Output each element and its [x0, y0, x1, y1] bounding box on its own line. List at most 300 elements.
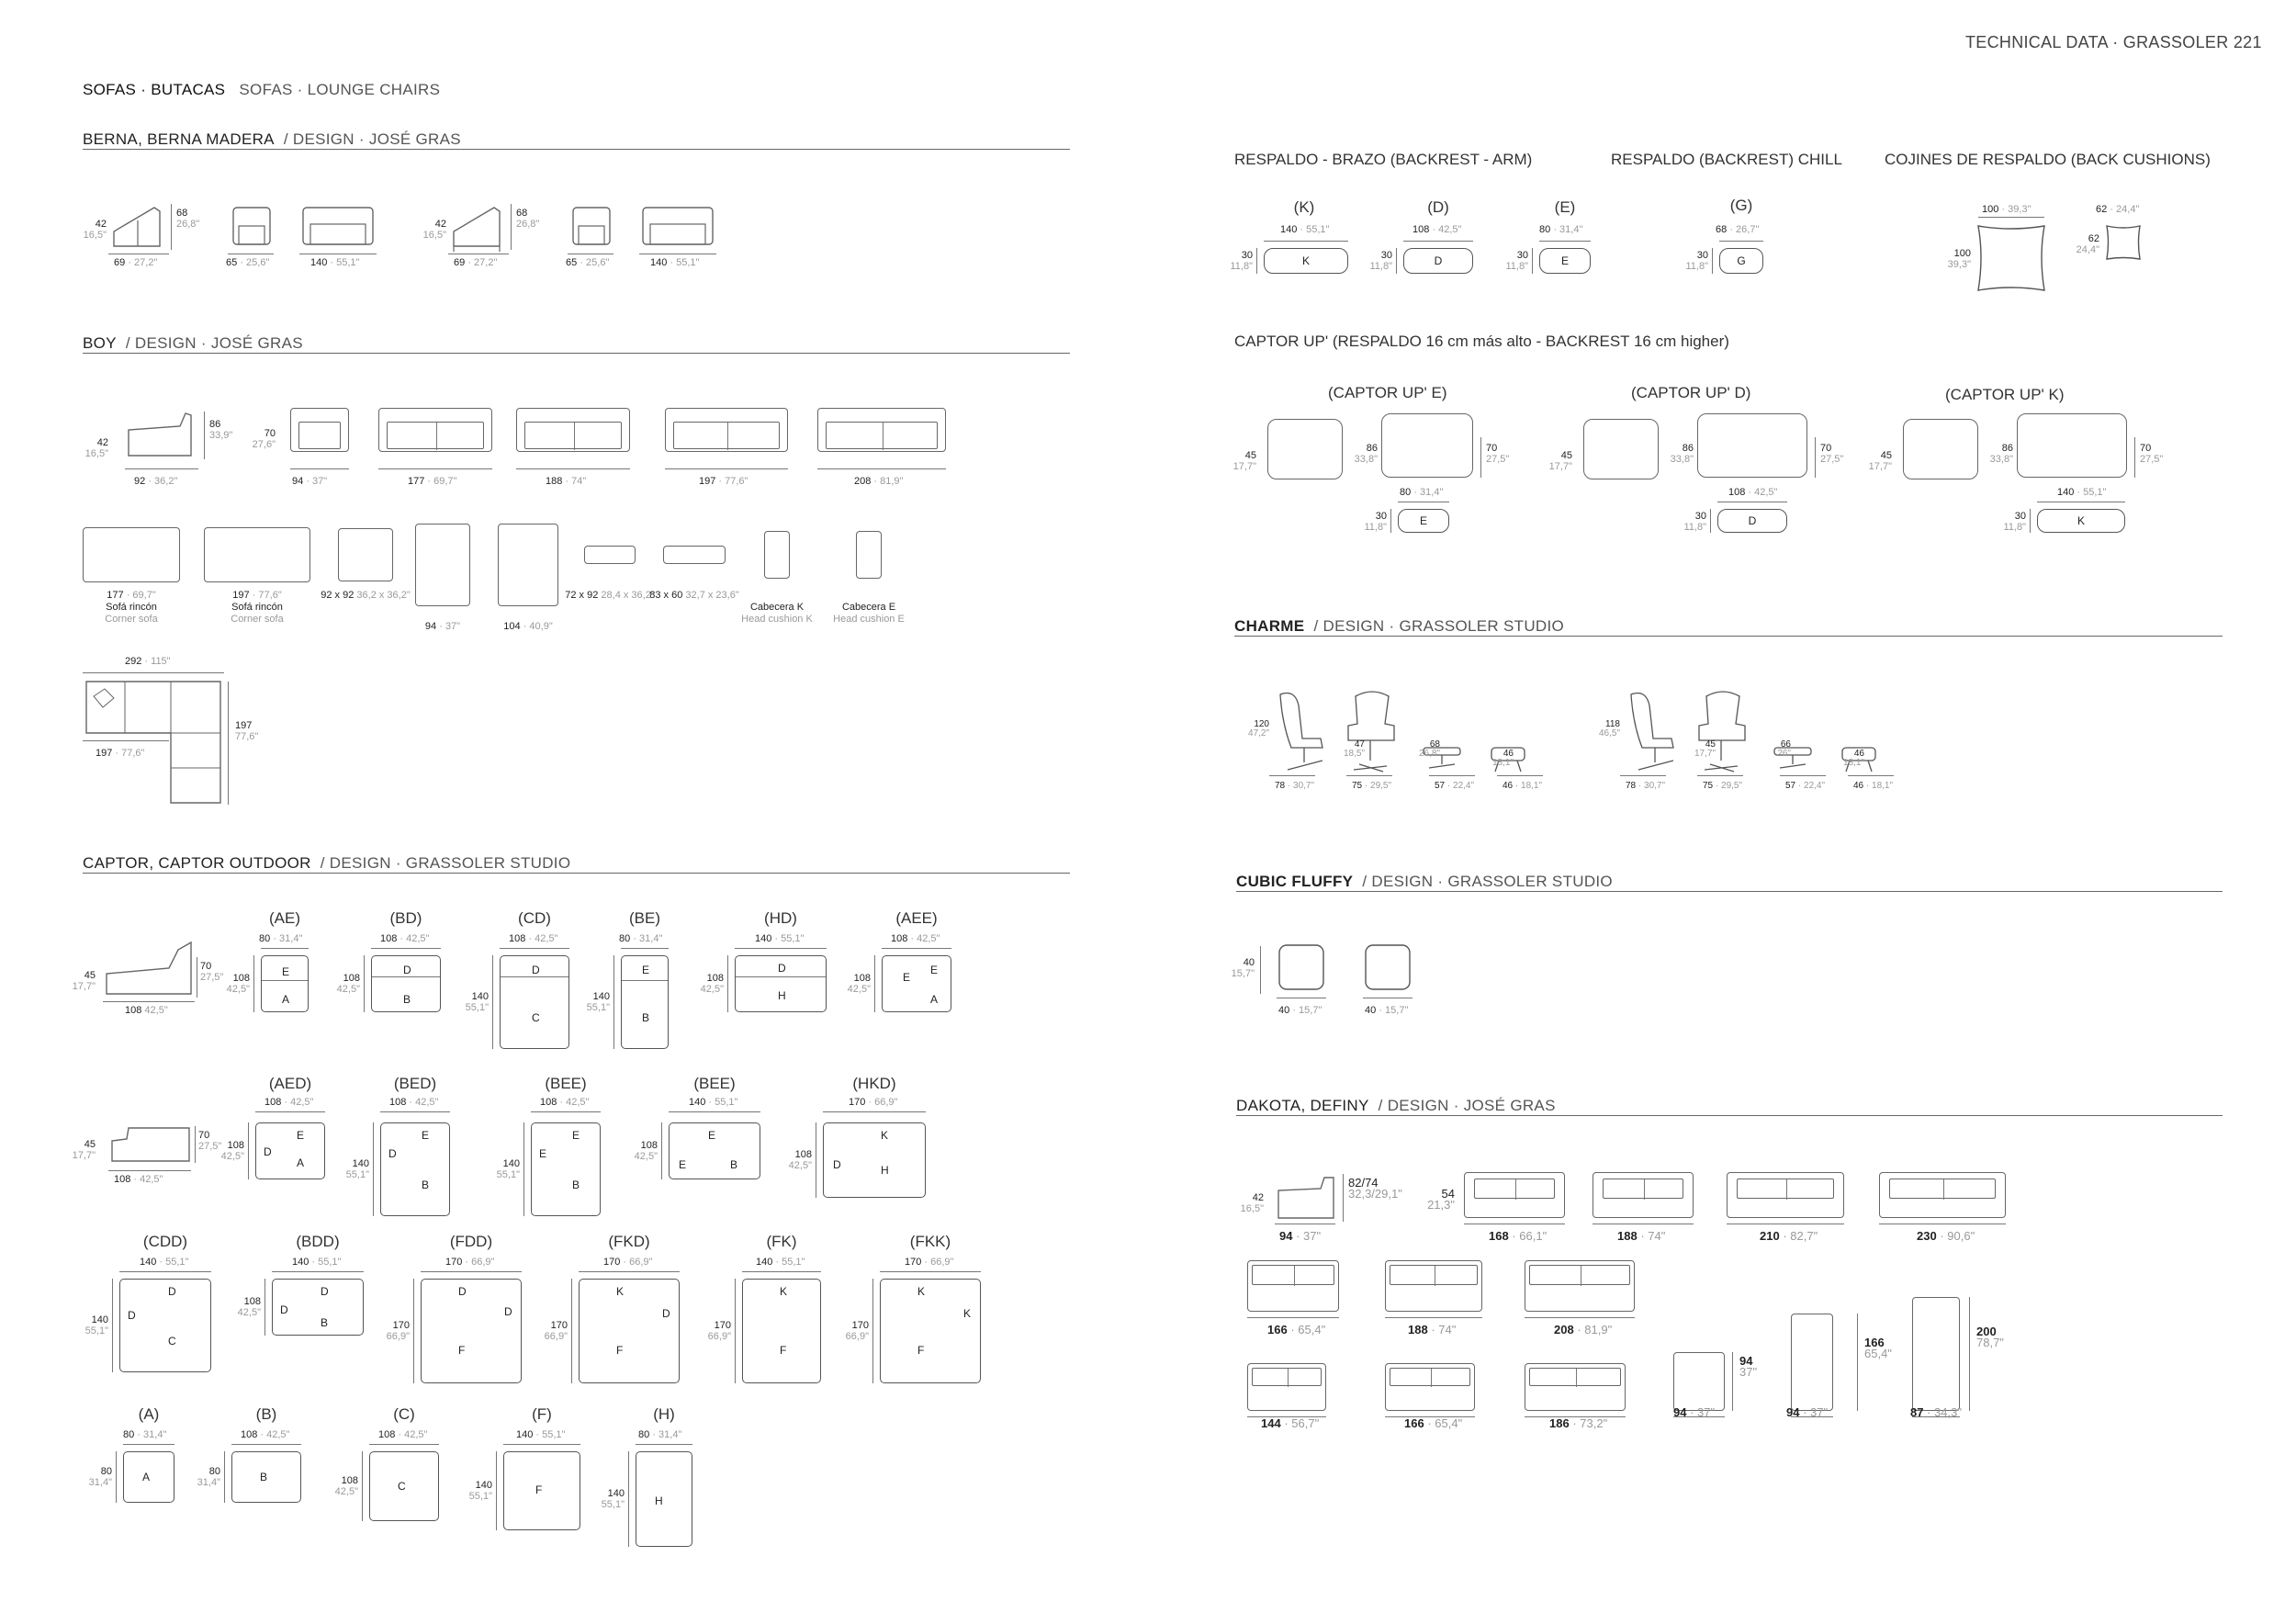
dim-value: 230 — [1917, 1229, 1937, 1243]
dim-seat-height: 42 16,5" — [1240, 1192, 1264, 1214]
boy-side-sketch — [125, 406, 195, 459]
dim-line — [108, 1170, 191, 1171]
dim-chair-height — [1403, 740, 1440, 759]
dim-arm-height: 70 27,5" — [198, 1130, 222, 1152]
dim-value: 140 — [755, 933, 772, 944]
dim-back-height: 68 26,8" — [176, 208, 200, 230]
back-cushions — [1390, 1368, 1470, 1386]
module-letter: C — [168, 1335, 176, 1348]
dim-value: 86 — [1682, 443, 1694, 454]
dakota-sofa-sketch — [1879, 1172, 2006, 1218]
dim-chair-height — [1754, 740, 1791, 759]
dim-line — [817, 468, 946, 469]
dim-value: 94 — [424, 621, 437, 632]
dim-backrest-width — [1412, 224, 1461, 235]
dakota-sofa-sketch — [1593, 1172, 1694, 1218]
dim-module-depth — [694, 1320, 731, 1342]
module-code: (FK) — [766, 1233, 797, 1250]
dim-value: 75 — [1703, 781, 1714, 791]
dim-module-width — [140, 1257, 188, 1268]
section-boy-title — [83, 334, 303, 353]
boy-corner-sofa-197-caption — [211, 590, 303, 626]
dim-value: · 74" — [1431, 1323, 1457, 1336]
dim-value: 11,8" — [1683, 522, 1706, 533]
dim-value: · 37" — [1690, 1405, 1716, 1419]
captor-up-backrest — [1717, 509, 1787, 533]
backrest-code: (G) — [1729, 197, 1753, 214]
dim-value: 46 — [1503, 749, 1514, 759]
dim-module-width — [603, 1257, 652, 1268]
dim-value: 57 — [1785, 781, 1796, 791]
module-code: (HKD) — [852, 1075, 896, 1092]
dim-value: 108 — [640, 1140, 658, 1151]
module-code: (CDD) — [142, 1233, 188, 1250]
dim-value: 80 — [619, 933, 631, 944]
module-letter: K — [616, 1285, 625, 1298]
dim-value: · 31,4" — [1413, 487, 1444, 498]
dim-value: 140 — [471, 991, 489, 1002]
captor-up-e-label: (CAPTOR UP' E) — [1328, 384, 1447, 401]
section-design: / DESIGN · GRASSOLER STUDIO — [1313, 617, 1565, 635]
module-letter: E — [282, 965, 290, 978]
module-letter: E — [572, 1129, 580, 1142]
dim-value: 208 — [1554, 1323, 1574, 1336]
dim-value: 32,7 x 23,6" — [685, 590, 739, 601]
dim-module-depth — [573, 991, 610, 1013]
section-design: / DESIGN · JOSÉ GRAS — [125, 334, 303, 352]
dim-value: · 29,5" — [1715, 781, 1743, 791]
back-cushion-small-sketch — [2103, 222, 2145, 265]
dim-value: 80 — [208, 1466, 220, 1477]
dim-depth: 69 · 27,2" — [114, 257, 158, 268]
cushion-split — [1288, 1369, 1289, 1387]
dim-line — [290, 468, 349, 469]
cushion-split — [436, 423, 437, 450]
dim-value: 33,8" — [1989, 454, 2013, 465]
module-letter: F — [535, 1483, 543, 1496]
dim-value: 108 — [509, 933, 526, 944]
back-cushions — [1390, 1265, 1478, 1285]
dim-module-depth — [531, 1320, 568, 1342]
captor-module — [272, 1279, 364, 1336]
module-letter: A — [282, 993, 290, 1006]
dim-value: 108 — [706, 973, 724, 984]
dim-cushion-small-width: 62 · 24,4" — [2096, 204, 2140, 215]
module-code: (A) — [138, 1405, 160, 1423]
captor-module — [531, 1122, 601, 1216]
module-letter: F — [780, 1344, 787, 1357]
boy-sofa-177-sketch — [378, 408, 492, 452]
dim-module-width — [1261, 1418, 1319, 1429]
dim-value: 42,5" — [220, 1151, 244, 1162]
boy-chaise-104-caption — [482, 621, 574, 633]
dim-corner-bottom: 197 · 77,6" — [96, 748, 145, 759]
dim-line — [727, 955, 728, 1012]
dim-value: 108 — [241, 1429, 258, 1440]
dakota-side-sketch — [1275, 1172, 1337, 1222]
dim-value: 92 — [134, 476, 146, 487]
boy-chaise-94-caption — [397, 621, 489, 633]
dim-backrest-height — [1356, 250, 1392, 272]
dim-module-width — [123, 1429, 166, 1440]
caption-es: Cabecera E — [841, 602, 896, 613]
dim-value: 36,2 x 36,2" — [356, 590, 411, 601]
section-name: CUBIC FLUFFY — [1236, 873, 1354, 890]
module-letter: E — [297, 1129, 305, 1142]
dim-value: 30 — [1241, 250, 1253, 261]
dim-line — [228, 682, 229, 805]
cushion-split — [1294, 1266, 1295, 1286]
dim-line — [123, 1444, 174, 1445]
module-letter: B — [403, 993, 411, 1006]
dim-width — [546, 476, 586, 487]
module-letter: F — [917, 1344, 925, 1357]
module-code: (B) — [255, 1405, 277, 1423]
section-rule — [83, 353, 1070, 354]
dim-value: 42,5" — [237, 1307, 261, 1318]
seat-outline — [524, 422, 622, 449]
dim-width — [408, 476, 456, 487]
backrest-piece — [1264, 248, 1348, 274]
module-code: (BEE) — [693, 1075, 736, 1092]
berna-chair-sketch — [230, 204, 276, 250]
dim-line — [362, 1451, 363, 1521]
dim-value: 57 — [1435, 781, 1446, 791]
dim-value: 78 — [1275, 781, 1286, 791]
dim-module-width — [516, 1429, 565, 1440]
caption-en: Corner sofa — [105, 614, 158, 625]
dim-value: 92 x 92 — [321, 590, 355, 601]
dim-value: · 18,1" — [1514, 781, 1543, 791]
dim-value: 27,5" — [1486, 454, 1510, 465]
dim-depth: 108 42,5" — [125, 1005, 168, 1016]
dim-line — [373, 1122, 374, 1216]
module-letter: A — [930, 993, 939, 1006]
category-es: SOFAS · BUTACAS — [83, 81, 226, 98]
dim-value: 80 — [123, 1429, 135, 1440]
captor-module — [880, 1279, 981, 1383]
boy-pouf-72-sketch — [584, 546, 636, 564]
module-letter: K — [963, 1307, 972, 1320]
dim-sofa-width — [1617, 1231, 1665, 1242]
dim-value: 120 — [1254, 719, 1269, 729]
dim-value: 11,8" — [1369, 261, 1392, 272]
dim-value: 18,1" — [1842, 758, 1864, 768]
dim-module-depth — [775, 1149, 812, 1171]
dim-module-depth — [832, 1320, 869, 1342]
dim-width — [134, 476, 177, 487]
dim-line — [1815, 437, 1816, 478]
dim-value: 188 — [1408, 1323, 1428, 1336]
dim-sofa-width — [1917, 1231, 1975, 1242]
dim-line — [874, 955, 875, 1012]
dim-line — [1978, 217, 2044, 218]
dim-module-width — [1554, 1325, 1612, 1336]
dim-value: 33,8" — [1670, 454, 1694, 465]
dim-line — [2030, 509, 2031, 533]
dim-line — [880, 1271, 981, 1272]
module-letter: B — [260, 1471, 268, 1483]
dim-value: · 66,9" — [465, 1257, 495, 1268]
boy-head-cushion-e-caption — [823, 590, 915, 626]
dim-value: · 40,9" — [523, 621, 553, 632]
dim-line — [380, 1111, 450, 1112]
captor-module — [123, 1451, 174, 1503]
cubic-pouf-top-sketch — [1363, 942, 1414, 994]
dim-arm-height: 54 21,3" — [1427, 1187, 1455, 1212]
dim-line — [1403, 241, 1473, 242]
backrest-letter: G — [1737, 254, 1746, 267]
dim-line — [253, 955, 254, 1012]
dim-width — [854, 476, 903, 487]
module-code: (AE) — [269, 909, 300, 927]
dim-line — [579, 1271, 680, 1272]
dim-value: 30 — [1380, 250, 1392, 261]
section-rule — [1236, 1115, 2223, 1116]
section-design: / DESIGN · GRASSOLER STUDIO — [320, 854, 571, 872]
dim-value: · 42,5" — [1748, 487, 1778, 498]
dakota-module-sketch — [1385, 1260, 1482, 1312]
dim-value: · 22,4" — [1446, 781, 1475, 791]
dim-width: 65 · 25,6" — [566, 257, 610, 268]
dim-value: 66,9" — [386, 1331, 410, 1342]
dim-sofa-width — [1489, 1231, 1547, 1242]
dim-value: 11,8" — [2003, 522, 2026, 533]
dim-value: 86 — [2001, 443, 2013, 454]
dim-value: · 66,9" — [623, 1257, 653, 1268]
dim-line — [83, 672, 224, 673]
dim-corner-top: 292 · 115" — [125, 656, 171, 667]
dim-backrest-width — [1716, 224, 1759, 235]
dim-module-width — [755, 933, 804, 944]
backrest-piece — [1719, 248, 1763, 274]
dim-value: 42,5" — [334, 1486, 358, 1497]
dim-module-depth — [373, 1320, 410, 1342]
module-letter: K — [917, 1285, 926, 1298]
dim-module-width — [264, 1097, 313, 1108]
section-rule — [83, 149, 1070, 150]
dim-line — [492, 955, 493, 1049]
dim-module-width — [1786, 1407, 1828, 1418]
dim-value: 197 — [232, 590, 250, 601]
cushion-split — [727, 423, 728, 450]
module-letter: H — [655, 1494, 663, 1507]
dim-corner-side: 197 77,6" — [235, 720, 259, 742]
dakota-module-sketch — [1247, 1260, 1339, 1312]
dim-backrest-height — [1491, 250, 1528, 272]
dim-line — [1525, 1317, 1635, 1318]
module-letter: D — [778, 962, 786, 975]
module-letter: B — [730, 1158, 738, 1171]
dim-value: · 55,1" — [159, 1257, 189, 1268]
dim-value: · 37" — [1296, 1229, 1322, 1243]
dim-value: · 42,5" — [398, 1429, 428, 1440]
dim-value: 68 — [1716, 224, 1728, 235]
dim-value: 66,9" — [544, 1331, 568, 1342]
dim-value: 168 — [1489, 1229, 1509, 1243]
dim-module-depth — [323, 973, 360, 995]
dim-line — [1712, 248, 1713, 274]
dim-value: 170 — [849, 1097, 866, 1108]
dim-value: · 81,9" — [873, 476, 904, 487]
seat-outline — [673, 422, 780, 449]
dim-value: 170 — [445, 1257, 463, 1268]
dim-value: 30 — [1516, 250, 1528, 261]
dim-value: 80 — [1539, 224, 1551, 235]
dim-backrest-width — [1539, 224, 1582, 235]
dim-value: · 73,2" — [1572, 1416, 1608, 1430]
dim-value: · 42,5" — [910, 933, 940, 944]
dim-line — [1848, 775, 1894, 776]
dim-module-width — [241, 1429, 289, 1440]
dim-value: 104 — [503, 621, 521, 632]
berna-side-sketch — [110, 204, 165, 250]
captor-module — [579, 1279, 680, 1383]
dim-value: 45 — [1880, 450, 1892, 461]
backrest-code: (E) — [1554, 198, 1576, 216]
dim-value: 55,1" — [468, 1491, 492, 1502]
dim-value: 140 — [292, 1257, 310, 1268]
captor-up-front-sketch — [2017, 413, 2127, 478]
backrest-letter: D — [1434, 254, 1443, 267]
dim-value: 94 — [1673, 1405, 1687, 1419]
dim-line — [621, 948, 669, 949]
backrest-piece — [1539, 248, 1591, 274]
dim-value: 11,8" — [1685, 261, 1708, 272]
dim-value: 144 — [1261, 1416, 1281, 1430]
section-name: BERNA, BERNA MADERA — [83, 130, 275, 148]
dim-seat-height: 42 16,5" — [83, 219, 107, 241]
backrest-piece — [1403, 248, 1473, 274]
boy-pouf-72-caption — [564, 590, 656, 602]
dim-module-depth — [834, 973, 871, 995]
dim-value: 17,7" — [1232, 461, 1256, 472]
dim-line — [516, 468, 630, 469]
module-letter: E — [708, 1129, 716, 1142]
dim-value: · 36,2" — [148, 476, 178, 487]
module-letter: B — [642, 1011, 650, 1024]
dim-value: 11,8" — [1505, 261, 1528, 272]
cushion-split — [574, 423, 575, 450]
module-letter: F — [458, 1344, 466, 1357]
module-code: (C) — [393, 1405, 415, 1423]
dim-value: 17,7" — [1548, 461, 1572, 472]
dim-value: 140 — [2057, 487, 2075, 498]
dim-backrest-height — [1670, 511, 1706, 533]
dim-value: 166 — [1404, 1416, 1424, 1430]
dim-line — [1396, 248, 1397, 274]
dim-value: 42,5" — [788, 1160, 812, 1171]
dim-width — [292, 476, 327, 487]
dim-value: 45 — [1244, 450, 1256, 461]
dim-value: · 66,9" — [924, 1257, 954, 1268]
dim-backrest-width — [1400, 487, 1443, 498]
dim-value: 83 x 60 — [649, 590, 683, 601]
boy-head-cushion-k-caption — [731, 590, 823, 626]
dim-line — [1269, 775, 1315, 776]
dim-value: 70 — [1486, 443, 1498, 454]
module-letter: D — [833, 1158, 841, 1171]
dim-line — [255, 1111, 325, 1112]
dim-value: 140 — [756, 1257, 773, 1268]
dim-value: 108 — [1728, 487, 1746, 498]
dim-chair-width — [1626, 781, 1665, 792]
dim-line — [1390, 509, 1391, 533]
section-name: CHARME — [1234, 617, 1305, 635]
module-letter: D — [168, 1285, 176, 1298]
dim-line — [613, 955, 614, 1049]
module-split — [622, 980, 668, 981]
dim-module-depth — [1864, 1337, 1892, 1359]
dim-value: · 18,1" — [1865, 781, 1894, 791]
module-letter: C — [398, 1480, 406, 1493]
dim-value: 108 — [794, 1149, 812, 1160]
boy-head-cushion-k-sketch — [764, 531, 790, 579]
dim-module-depth — [184, 1466, 220, 1488]
dim-value: 28,4 x 36,2" — [601, 590, 655, 601]
dim-value: 45 — [1705, 739, 1716, 750]
cushion-split — [883, 423, 884, 450]
dim-value: 72 x 92 — [565, 590, 599, 601]
dim-value: 70 — [2140, 443, 2152, 454]
dim-value: 75 — [1352, 781, 1363, 791]
section-charme-title — [1234, 617, 1564, 636]
dim-value: 140 — [140, 1257, 157, 1268]
dim-value: 66 — [1780, 739, 1791, 750]
cushion-split — [1515, 1179, 1516, 1200]
captor-module — [500, 955, 569, 1049]
dim-value: 108 — [341, 1475, 358, 1486]
module-letter: D — [280, 1303, 288, 1316]
dim-line — [735, 948, 827, 949]
dim-width: 140 · 55,1" — [650, 257, 700, 268]
dim-line — [500, 948, 569, 949]
dim-line — [231, 1444, 301, 1445]
module-letter: H — [778, 989, 786, 1002]
module-letter: E — [422, 1129, 430, 1142]
dim-line — [371, 948, 441, 949]
dim-module-width — [380, 933, 429, 944]
dim-module-width — [905, 1257, 953, 1268]
dim-value: 170 — [392, 1320, 410, 1331]
back-cushions-title: COJINES DE RESPALDO (BACK CUSHIONS) — [1885, 151, 2211, 168]
dim-value: 30 — [2014, 511, 2026, 522]
module-letter: D — [128, 1309, 136, 1322]
captor-up-k-label: (CAPTOR UP' K) — [1945, 386, 2065, 403]
captor-module — [371, 955, 441, 1012]
dim-line — [872, 1279, 873, 1383]
module-letter: H — [881, 1164, 889, 1177]
dim-value: · 42,5" — [559, 1097, 590, 1108]
dim-value: 37" — [1739, 1365, 1758, 1379]
dakota-module-sketch — [1791, 1314, 1833, 1411]
dim-line — [1719, 241, 1763, 242]
dim-chair-height — [1828, 750, 1864, 768]
dim-module-depth — [75, 1466, 112, 1488]
dim-value: 11,8" — [1230, 261, 1253, 272]
dim-seat-height: 45 17,7" — [72, 970, 96, 992]
dim-line — [511, 204, 512, 250]
boy-corner-sofa-197-sketch — [204, 527, 310, 582]
dim-backrest-height — [1216, 250, 1253, 272]
backrest-letter: E — [1419, 514, 1427, 527]
dim-chair-width — [1853, 781, 1893, 792]
dim-value: 47,2" — [1247, 728, 1269, 739]
captor-module — [380, 1122, 450, 1216]
module-letter: D — [403, 964, 411, 976]
back-cushions — [1252, 1265, 1334, 1285]
dim-chair-width — [1785, 781, 1825, 792]
